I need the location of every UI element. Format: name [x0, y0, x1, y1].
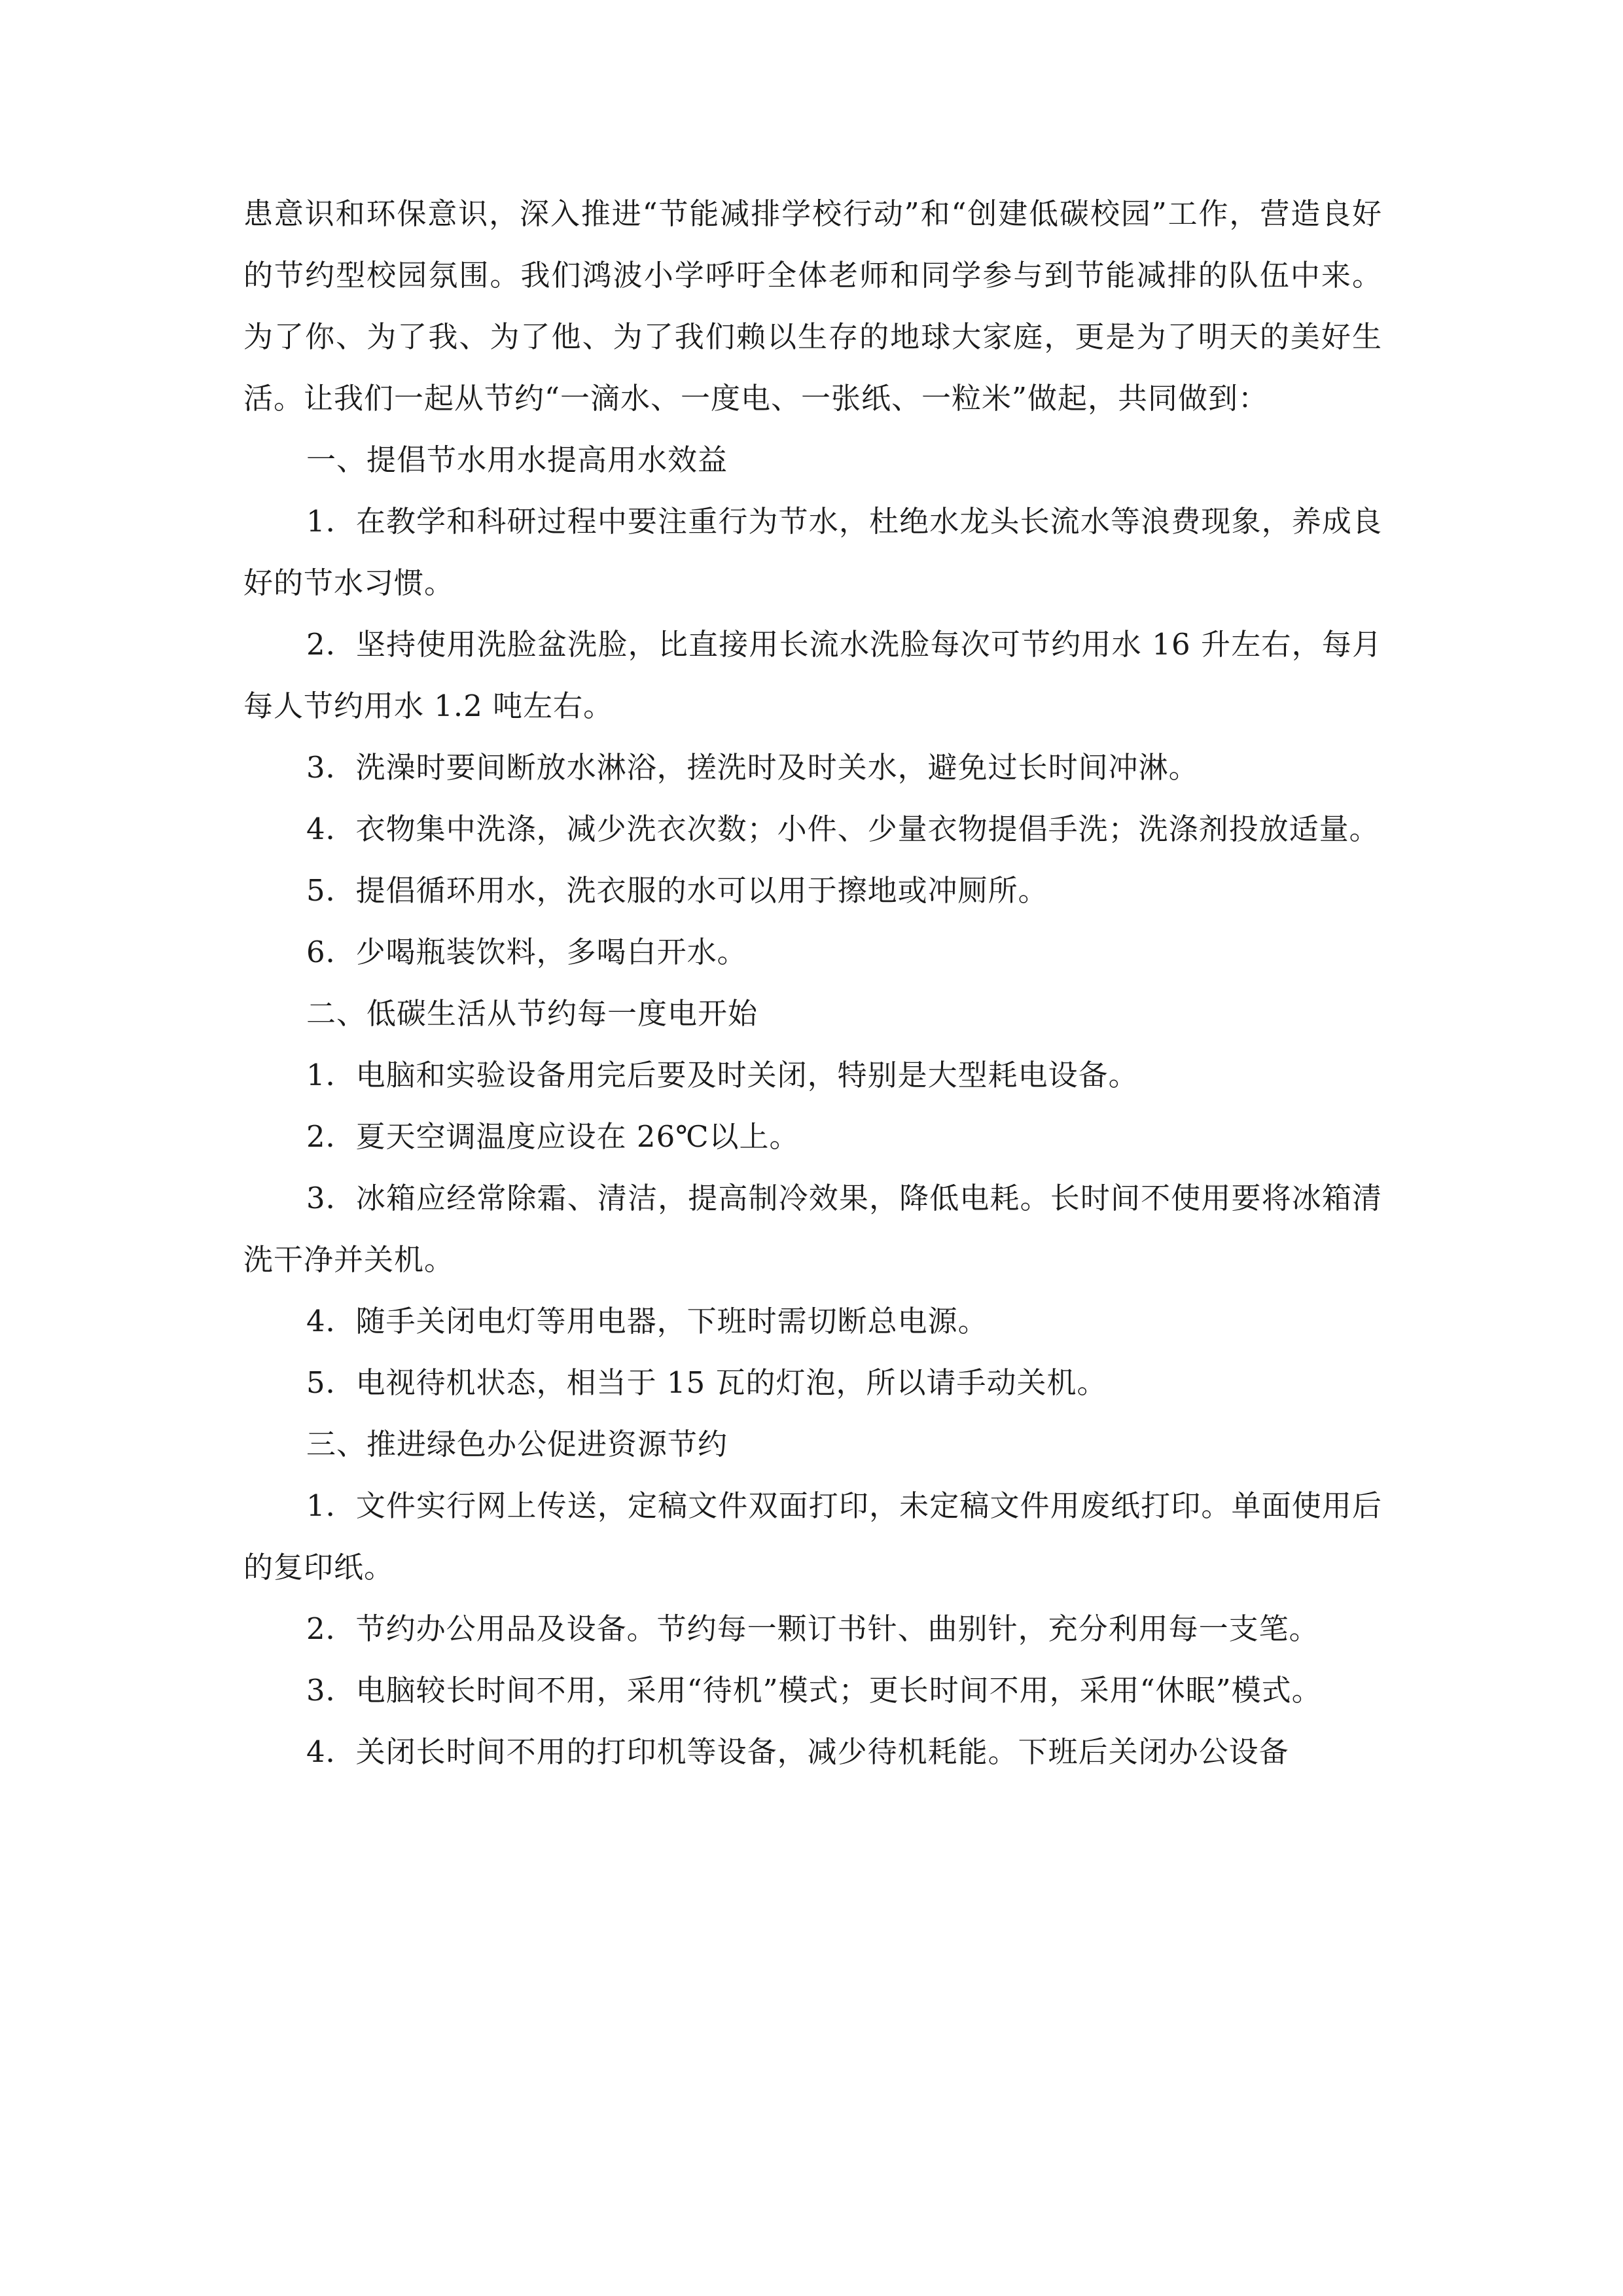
list-item: 3．洗澡时要间断放水淋浴，搓洗时及时关水，避免过长时间冲淋。 — [306, 750, 1199, 785]
list-item: 5．提倡循环用水，洗衣服的水可以用于擦地或冲厕所。 — [306, 873, 1048, 908]
list-item: 2．节约办公用品及设备。节约每一颗订书针、曲别针，充分利用每一支笔。 — [306, 1611, 1319, 1646]
list-item: 3．冰箱应经常除霜、清洁，提高制冷效果，降低电耗。长时间不使用要将冰箱清洗干净并关机。 — [243, 1181, 1382, 1277]
list-item: 1．文件实行网上传送，定稿文件双面打印，未定稿文件用废纸打印。单面使用后的复印纸。 — [243, 1488, 1382, 1585]
list-item: 6．少喝瓶装饮料，多喝白开水。 — [306, 935, 747, 969]
list-item: 4．随手关闭电灯等用电器，下班时需切断总电源。 — [306, 1304, 988, 1338]
list-item: 5．电视待机状态，相当于 15 瓦的灯泡，所以请手动关机。 — [306, 1365, 1107, 1400]
list-item: 4．关闭长时间不用的打印机等设备，减少待机耗能。下班后关闭办公设备 — [306, 1734, 1289, 1769]
section-heading-water: 一、提倡节水用水提高用水效益 — [306, 442, 728, 477]
section-heading-electricity: 二、低碳生活从节约每一度电开始 — [306, 996, 758, 1031]
list-item: 4．衣物集中洗涤，减少洗衣次数；小件、少量衣物提倡手洗；洗涤剂投放适量。 — [306, 812, 1380, 846]
list-item: 2．夏天空调温度应设在 26℃以上。 — [306, 1119, 800, 1154]
list-item: 1．电脑和实验设备用完后要及时关闭，特别是大型耗电设备。 — [306, 1058, 1139, 1092]
list-item: 1．在教学和科研过程中要注重行为节水，杜绝水龙头长流水等浪费现象，养成良好的节水习惯。 — [243, 504, 1382, 600]
list-item: 3．电脑较长时间不用，采用“待机”模式；更长时间不用，采用“休眠”模式。 — [306, 1673, 1322, 1708]
document-body — [243, 183, 1382, 1783]
list-item: 2．坚持使用洗脸盆洗脸，比直接用长流水洗脸每次可节约用水 16 升左右，每月每人节约用水 1.2 吨左右。 — [243, 627, 1382, 723]
section-heading-office: 三、推进绿色办公促进资源节约 — [306, 1427, 728, 1462]
paragraph-intro: 患意识和环保意识，深入推进“节能减排学校行动”和“创建低碳校园”工作，营造良好的节约型校园氛围。我们鸿波小学呼吁全体老师和同学参与到节能减排的队伍中来。为了你、为了我、为了他、为了我们赖以生存的地球大家庭，更是为了明天的美好生活。让我们一起从节约“一滴水、一度电、一张纸、一粒米”做起，共同做到： — [243, 196, 1382, 416]
